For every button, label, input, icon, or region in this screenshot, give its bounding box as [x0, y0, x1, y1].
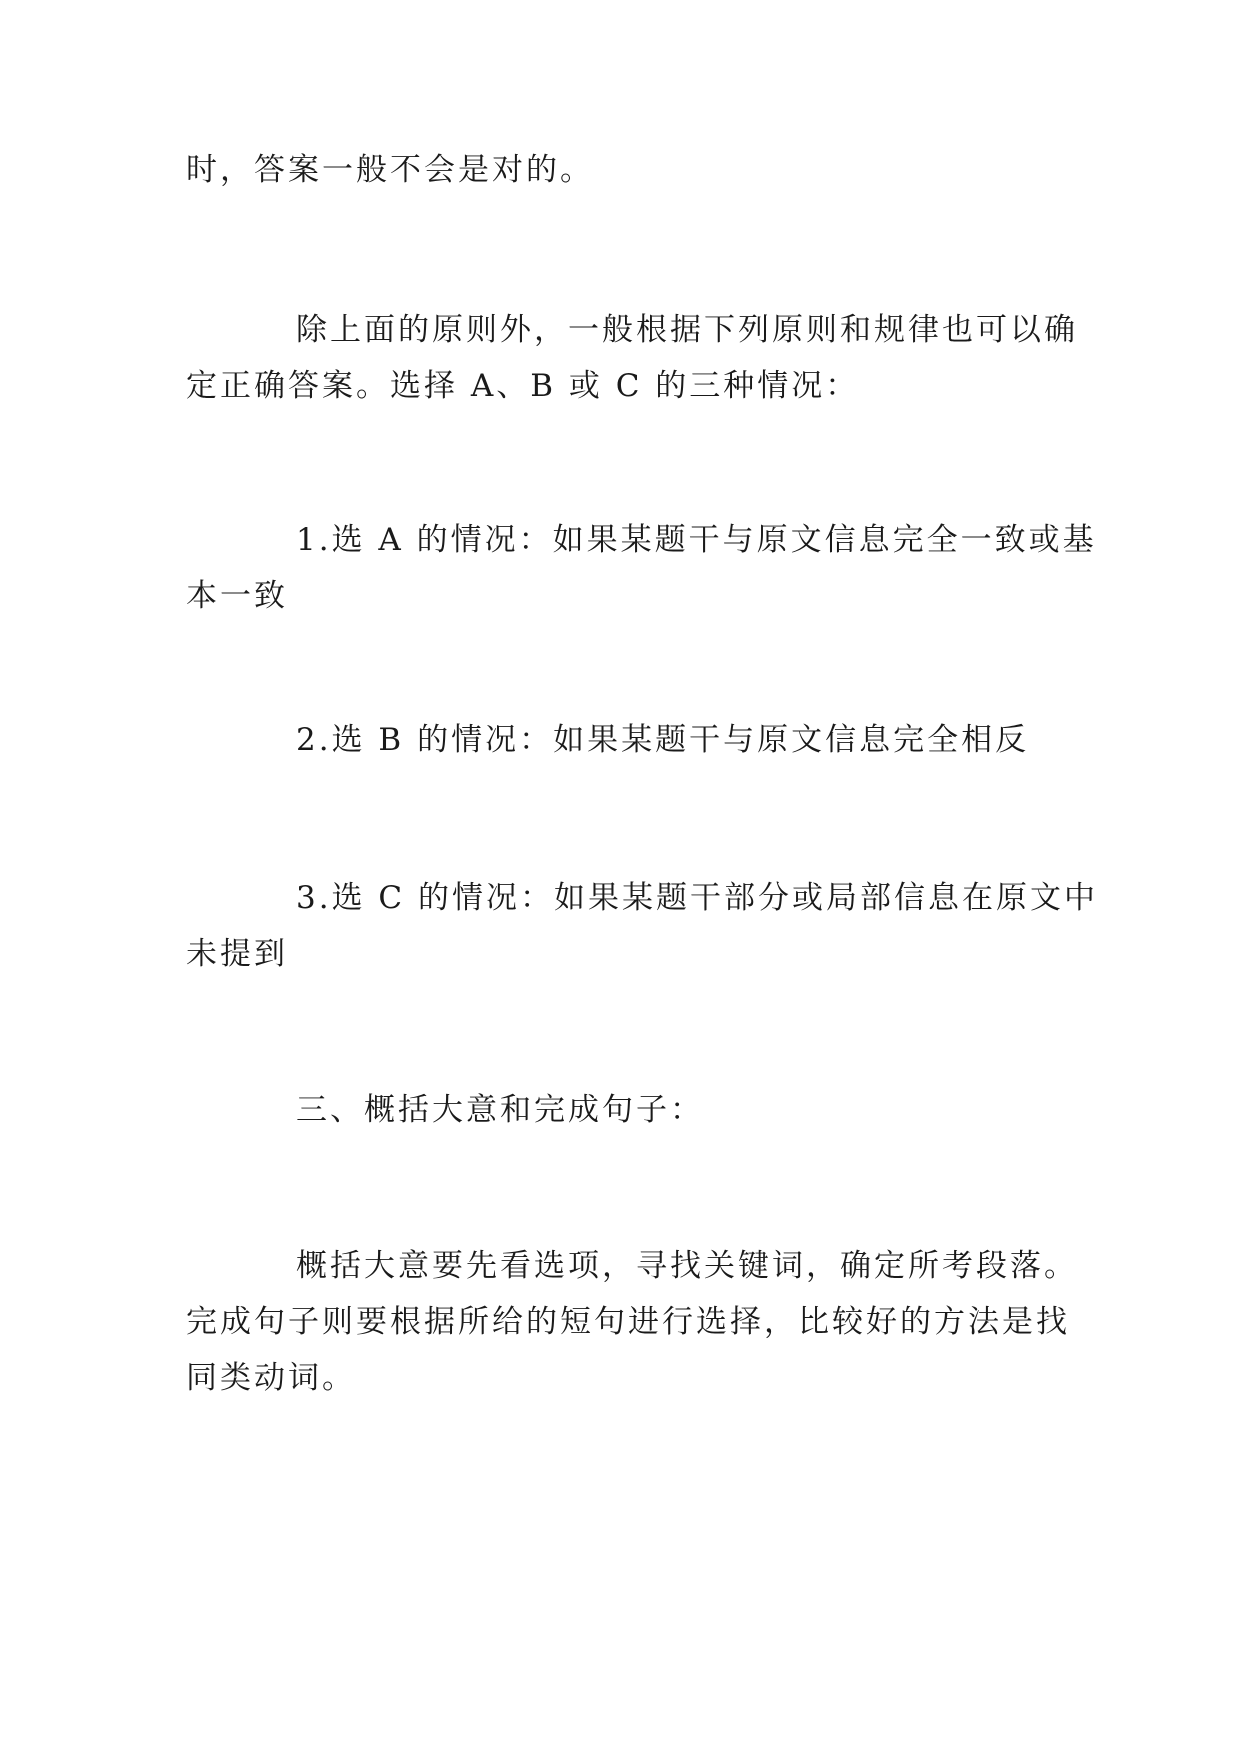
text-line: 完成句子则要根据所给的短句进行选择，比较好的方法是找 [186, 1304, 1070, 1340]
text-line: 2.选 B 的情况：如果某题干与原文信息完全相反 [296, 722, 1030, 758]
text-line: 未提到 [186, 936, 288, 972]
text-line: 3.选 C 的情况：如果某题干部分或局部信息在原文中 [296, 880, 1099, 916]
text-line: 时，答案一般不会是对的。 [186, 152, 594, 188]
text-line: 本一致 [186, 578, 288, 614]
paragraph-option-c [186, 870, 1099, 982]
section-heading [186, 1082, 1066, 1138]
paragraph-summary-method [186, 1238, 1078, 1406]
paragraph-option-b [186, 712, 1066, 768]
text-line: 定正确答案。选择 A、B 或 C 的三种情况： [186, 368, 860, 404]
text-line: 1.选 A 的情况：如果某题干与原文信息完全一致或基 [296, 522, 1097, 558]
text-line: 同类动词。 [186, 1360, 356, 1396]
paragraph-continuation [186, 142, 1066, 198]
paragraph-option-a [186, 512, 1097, 624]
text-line: 除上面的原则外，一般根据下列原则和规律也可以确 [296, 312, 1078, 348]
text-line: 概括大意要先看选项，寻找关键词，确定所考段落。 [296, 1248, 1078, 1284]
text-line: 三、概括大意和完成句子： [296, 1092, 704, 1128]
paragraph-principles [186, 302, 1078, 414]
